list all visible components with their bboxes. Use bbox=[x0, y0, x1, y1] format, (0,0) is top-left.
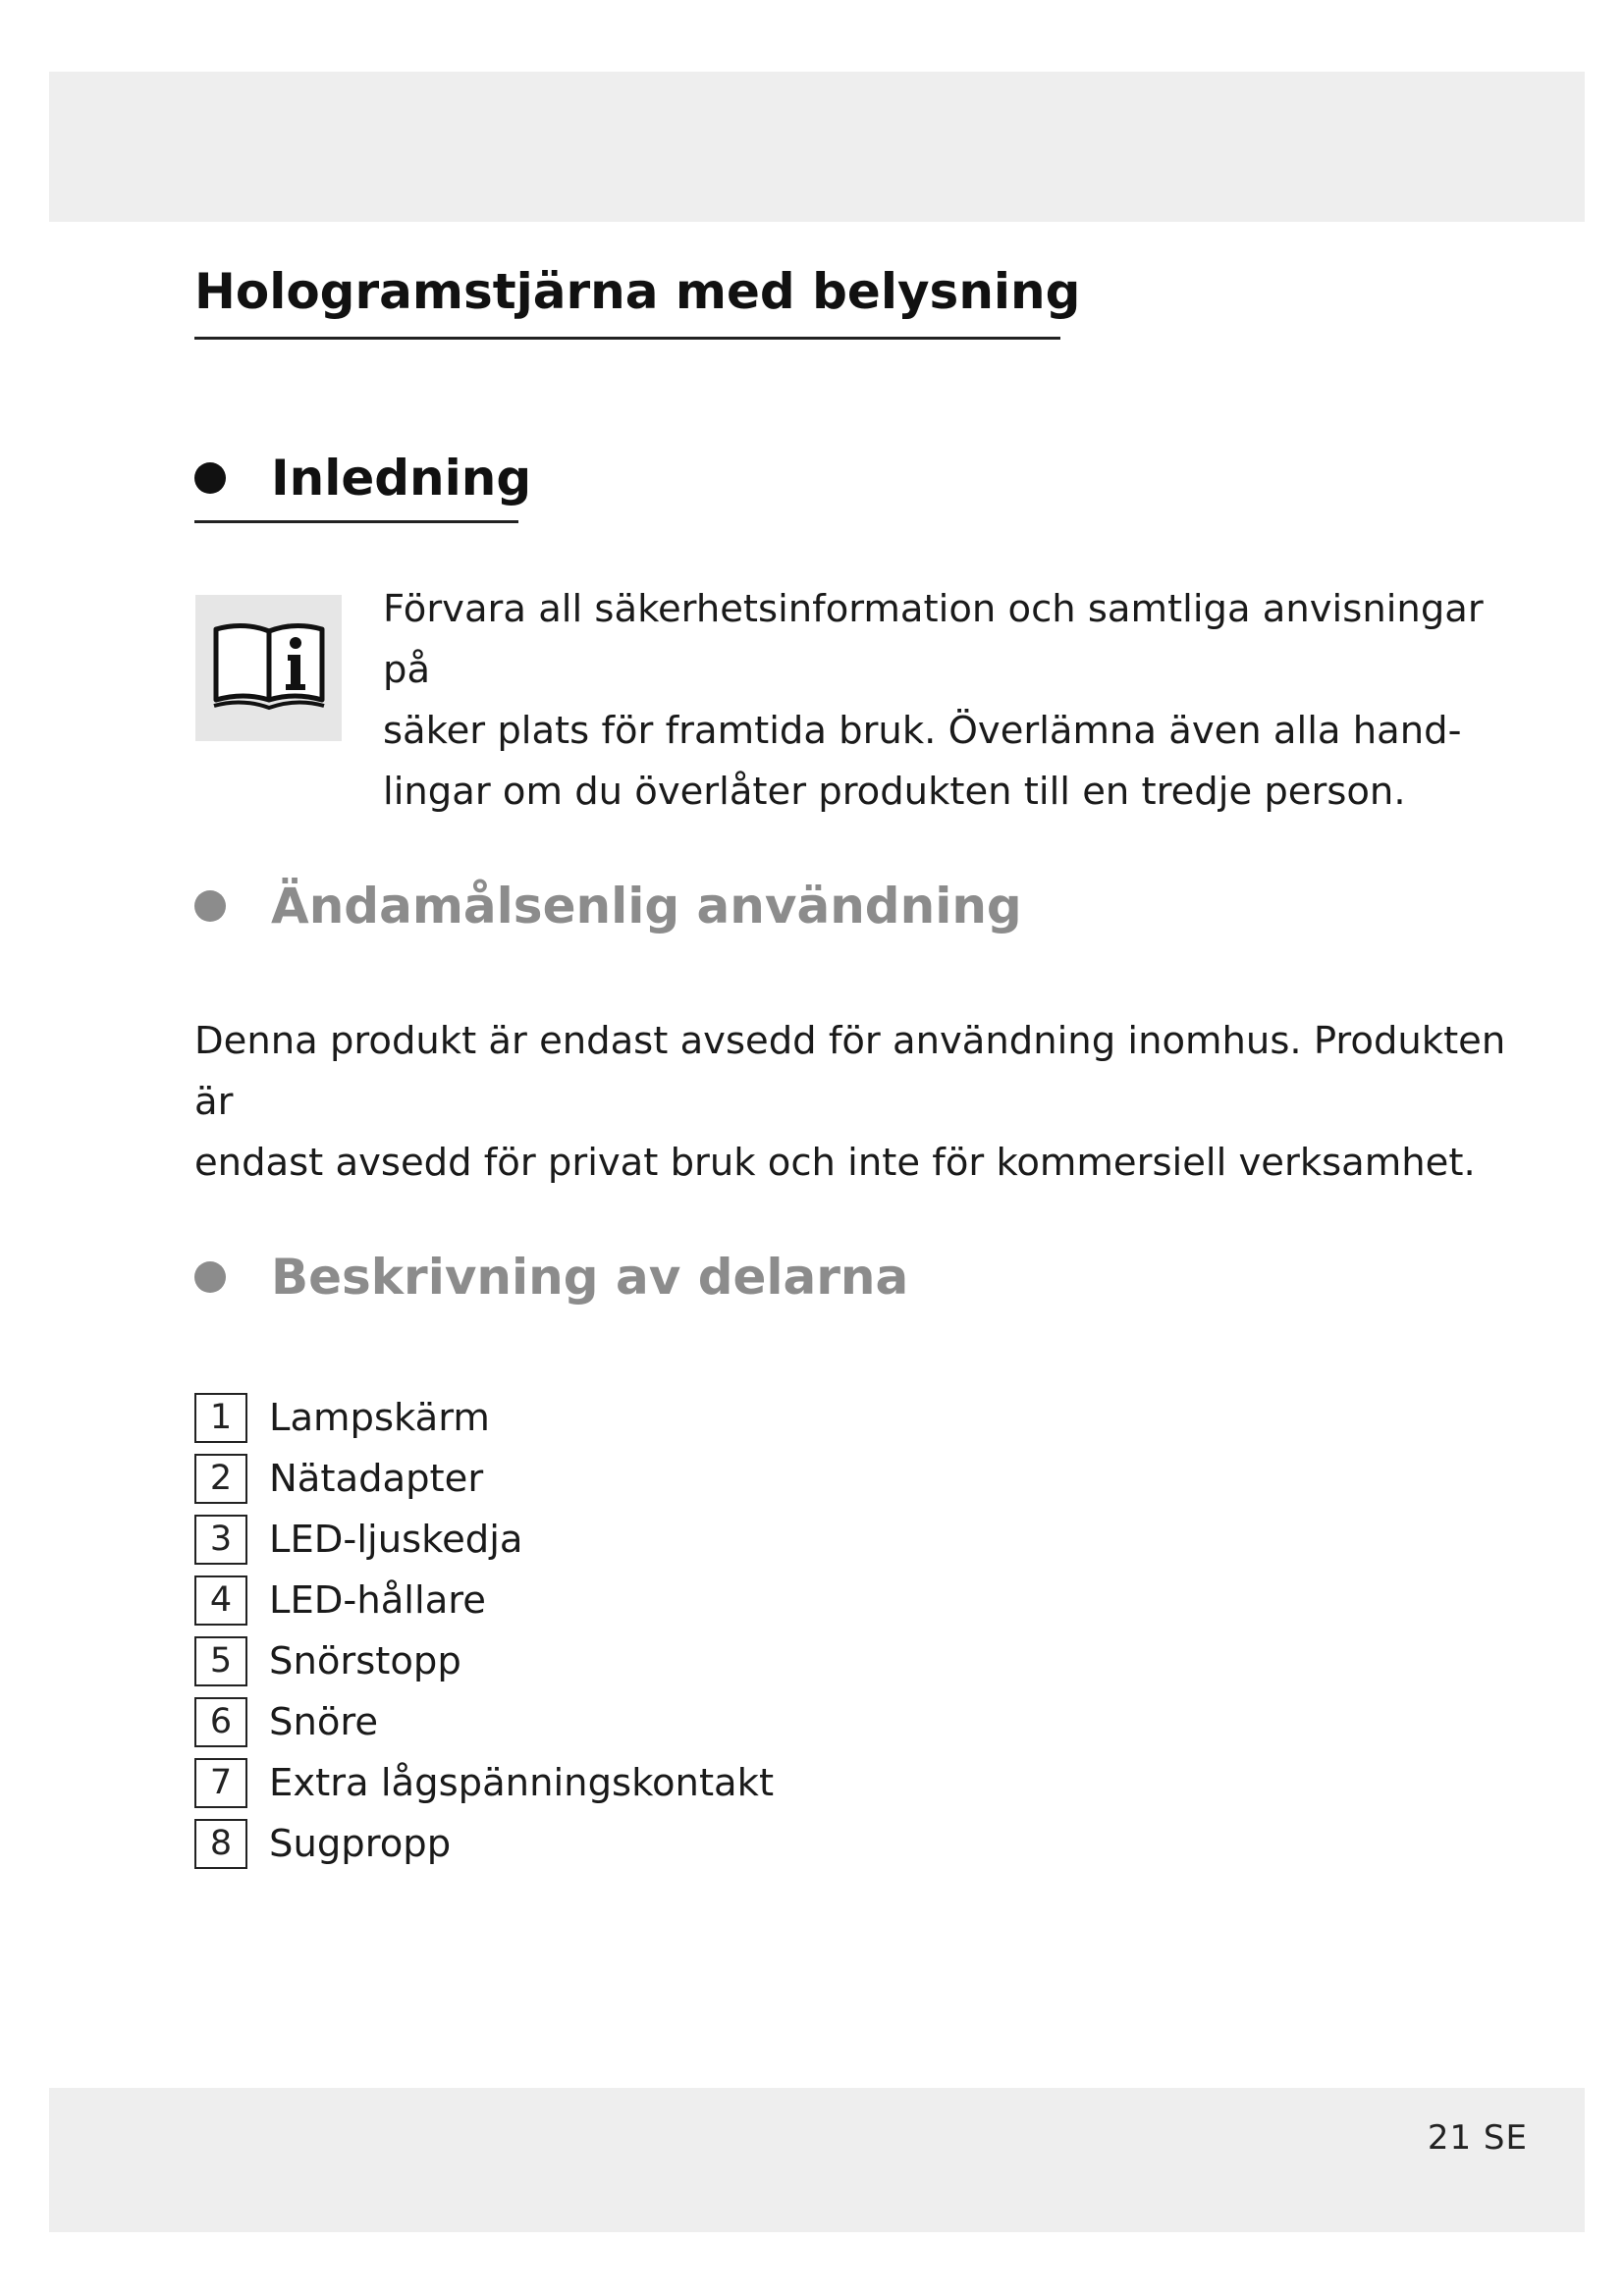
text-line: lingar om du överlåter produkten till en tredje person. bbox=[383, 770, 1406, 814]
part-number-box: 5 bbox=[194, 1636, 247, 1686]
parts-list bbox=[194, 1387, 774, 1874]
part-number-box: 1 bbox=[194, 1393, 247, 1443]
section-heading-andamal bbox=[194, 878, 1022, 934]
part-item bbox=[194, 1509, 774, 1570]
text-line: Denna produkt är endast avsedd för användning inomhus. Produkten är bbox=[194, 1019, 1506, 1124]
part-item bbox=[194, 1387, 774, 1448]
text-line: Förvara all säkerhetsinformation och samtliga anvisningar på bbox=[383, 587, 1484, 692]
section-heading-text: Inledning bbox=[271, 450, 532, 507]
section-heading-text: Ändamålsenlig användning bbox=[271, 878, 1022, 934]
manual-info-icon bbox=[195, 595, 342, 741]
part-item bbox=[194, 1691, 774, 1752]
part-label: Sugpropp bbox=[269, 1821, 452, 1866]
text-line: endast avsedd för privat bruk och inte för kommersiell verksamhet. bbox=[194, 1141, 1476, 1185]
document-title: Hologramstjärna med belysning bbox=[194, 263, 1081, 320]
part-item bbox=[194, 1448, 774, 1509]
part-item bbox=[194, 1752, 774, 1813]
part-item bbox=[194, 1570, 774, 1630]
section-heading-beskrivning bbox=[194, 1249, 908, 1306]
bullet-icon bbox=[194, 890, 226, 922]
part-number-box: 3 bbox=[194, 1515, 247, 1565]
footer-band bbox=[49, 2088, 1585, 2232]
page-number: 21 SE bbox=[1427, 2118, 1528, 2158]
header-band bbox=[49, 72, 1585, 222]
part-label: Lampskärm bbox=[269, 1395, 490, 1440]
text-line: säker plats för framtida bruk. Överlämna även alla hand- bbox=[383, 709, 1462, 753]
part-label: LED-hållare bbox=[269, 1577, 486, 1623]
part-label: Snörstopp bbox=[269, 1638, 461, 1683]
inledning-paragraph bbox=[383, 579, 1512, 823]
part-item bbox=[194, 1630, 774, 1691]
part-label: Nätadapter bbox=[269, 1456, 484, 1501]
open-book-info-icon bbox=[210, 617, 328, 720]
part-item bbox=[194, 1813, 774, 1874]
section-heading-inledning bbox=[194, 450, 531, 507]
heading-underline bbox=[194, 520, 518, 523]
part-number-box: 4 bbox=[194, 1575, 247, 1626]
bullet-icon bbox=[194, 462, 226, 494]
part-label: Extra lågspänningskontakt bbox=[269, 1760, 775, 1805]
section-heading-text: Beskrivning av delarna bbox=[271, 1249, 909, 1306]
part-label: Snöre bbox=[269, 1699, 379, 1744]
title-underline bbox=[194, 337, 1060, 340]
part-number-box: 6 bbox=[194, 1697, 247, 1747]
part-number-box: 8 bbox=[194, 1819, 247, 1869]
part-number-box: 7 bbox=[194, 1758, 247, 1808]
part-label: LED-ljuskedja bbox=[269, 1517, 523, 1562]
bullet-icon bbox=[194, 1261, 226, 1293]
andamal-paragraph bbox=[194, 1011, 1510, 1194]
part-number-box: 2 bbox=[194, 1454, 247, 1504]
